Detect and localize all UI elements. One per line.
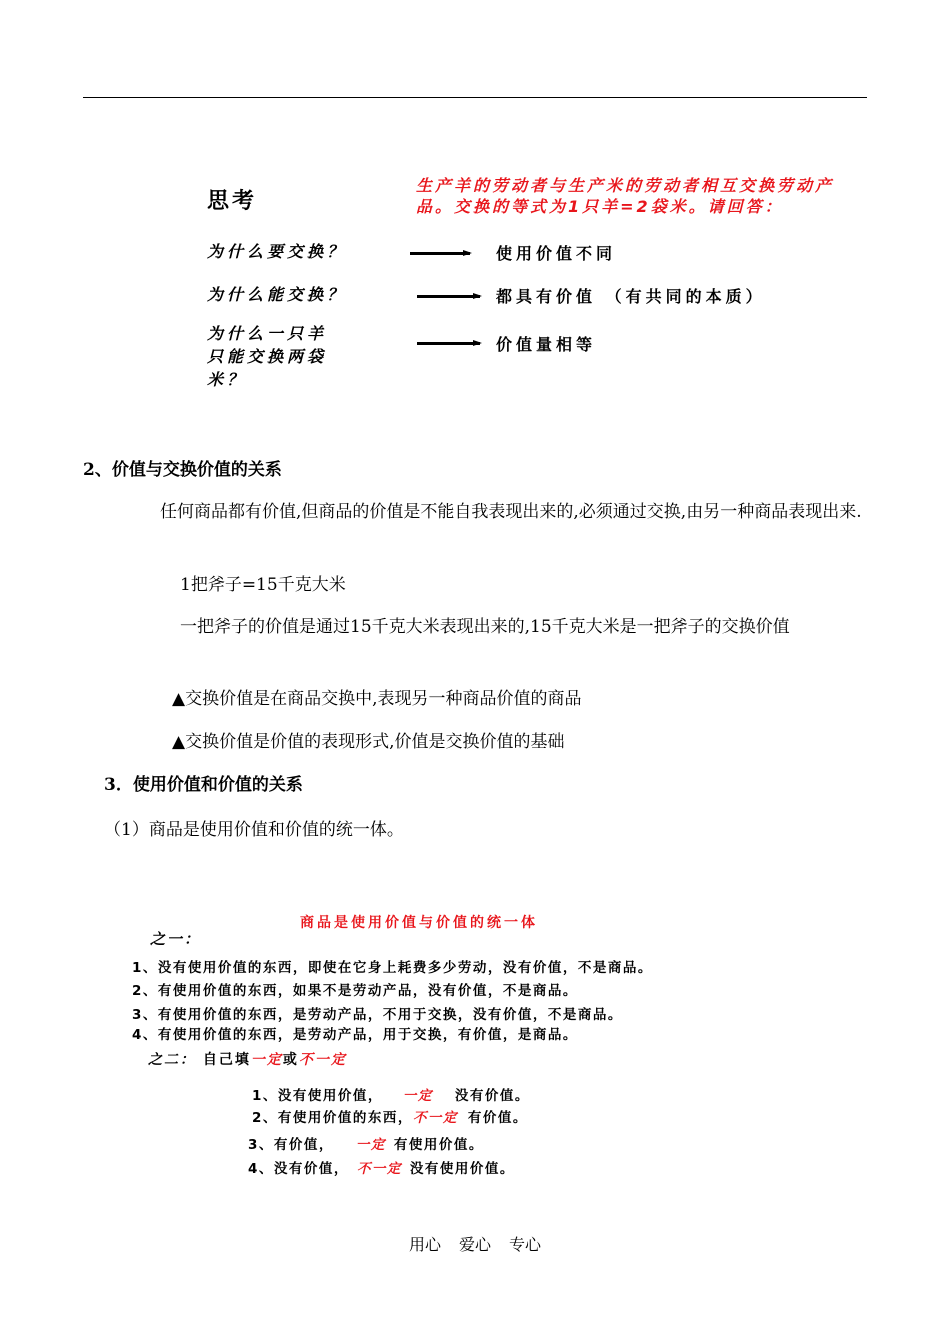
- red-note: 生产羊的劳动者与生产米的劳动者相互交换劳动产品。交换的等式为1只羊=2袋米。请回答：: [416, 176, 835, 216]
- list-item: 3、有使用价值的东西，是劳动产品，不用于交换，没有价值，不是商品。: [132, 1007, 623, 1023]
- equation: 1把斧子=15千克大米: [180, 575, 346, 595]
- part-2-label: 之二：: [148, 1052, 196, 1068]
- answer-3: 价值量相等: [496, 335, 597, 354]
- arrow-icon: [417, 295, 480, 298]
- paragraph: 一把斧子的价值是通过15千克大米表现出来的,15千克大米是一把斧子的交换价值: [180, 617, 790, 637]
- list-item: 1、没有使用价值的东西，即使在它身上耗费多少劳动，没有价值，不是商品。: [132, 960, 653, 976]
- answer-1: 使用价值不同: [496, 244, 617, 263]
- bullet-point: ▲交换价值是在商品交换中,表现另一种商品价值的商品: [172, 689, 582, 709]
- section-3-heading: 3．使用价值和价值的关系: [104, 775, 303, 795]
- list-item: 4、有使用价值的东西，是劳动产品，用于交换，有价值，是商品。: [132, 1027, 578, 1043]
- section-2-heading: 2、价值与交换价值的关系: [83, 460, 282, 480]
- part-1-label: 之一：: [150, 930, 202, 948]
- list-item: 2、有使用价值的东西，如果不是劳动产品，没有价值，不是商品。: [132, 983, 578, 999]
- part-2-instruction: 自己填: [202, 1052, 251, 1068]
- fill-line: 4、没有价值， 不一定 没有使用价值。: [248, 1161, 515, 1177]
- fill-line: 1、没有使用价值， 一定 没有价值。: [252, 1088, 530, 1104]
- part-2-heading: 之二： 自己填一定或不一定: [148, 1052, 347, 1068]
- answer-2: 都具有价值 （有共同的本质）: [496, 287, 766, 306]
- think-title: 思考: [207, 189, 258, 214]
- page-footer: 用心 爱心 专心: [408, 1235, 542, 1254]
- fill-line: 2、有使用价值的东西，不一定 有价值。: [252, 1110, 528, 1126]
- figure-title: 商品是使用价值与价值的统一体: [300, 915, 538, 931]
- question-2: 为什么能交换？: [207, 285, 348, 304]
- arrow-icon: [410, 252, 470, 255]
- list-item: （1）商品是使用价值和价值的统一体。: [104, 820, 404, 840]
- arrow-icon: [417, 342, 480, 345]
- question-3: 为什么一只羊 只能交换两袋 米？: [207, 324, 328, 389]
- question-1: 为什么要交换？: [207, 242, 348, 261]
- header-rule: [83, 97, 867, 98]
- paragraph: 任何商品都有价值,但商品的价值是不能自我表现出来的,必须通过交换,由另一种商品表现出来.: [160, 502, 862, 522]
- fill-line: 3、有价值， 一定 有使用价值。: [248, 1137, 484, 1153]
- bullet-point: ▲交换价值是价值的表现形式,价值是交换价值的基础: [172, 732, 565, 752]
